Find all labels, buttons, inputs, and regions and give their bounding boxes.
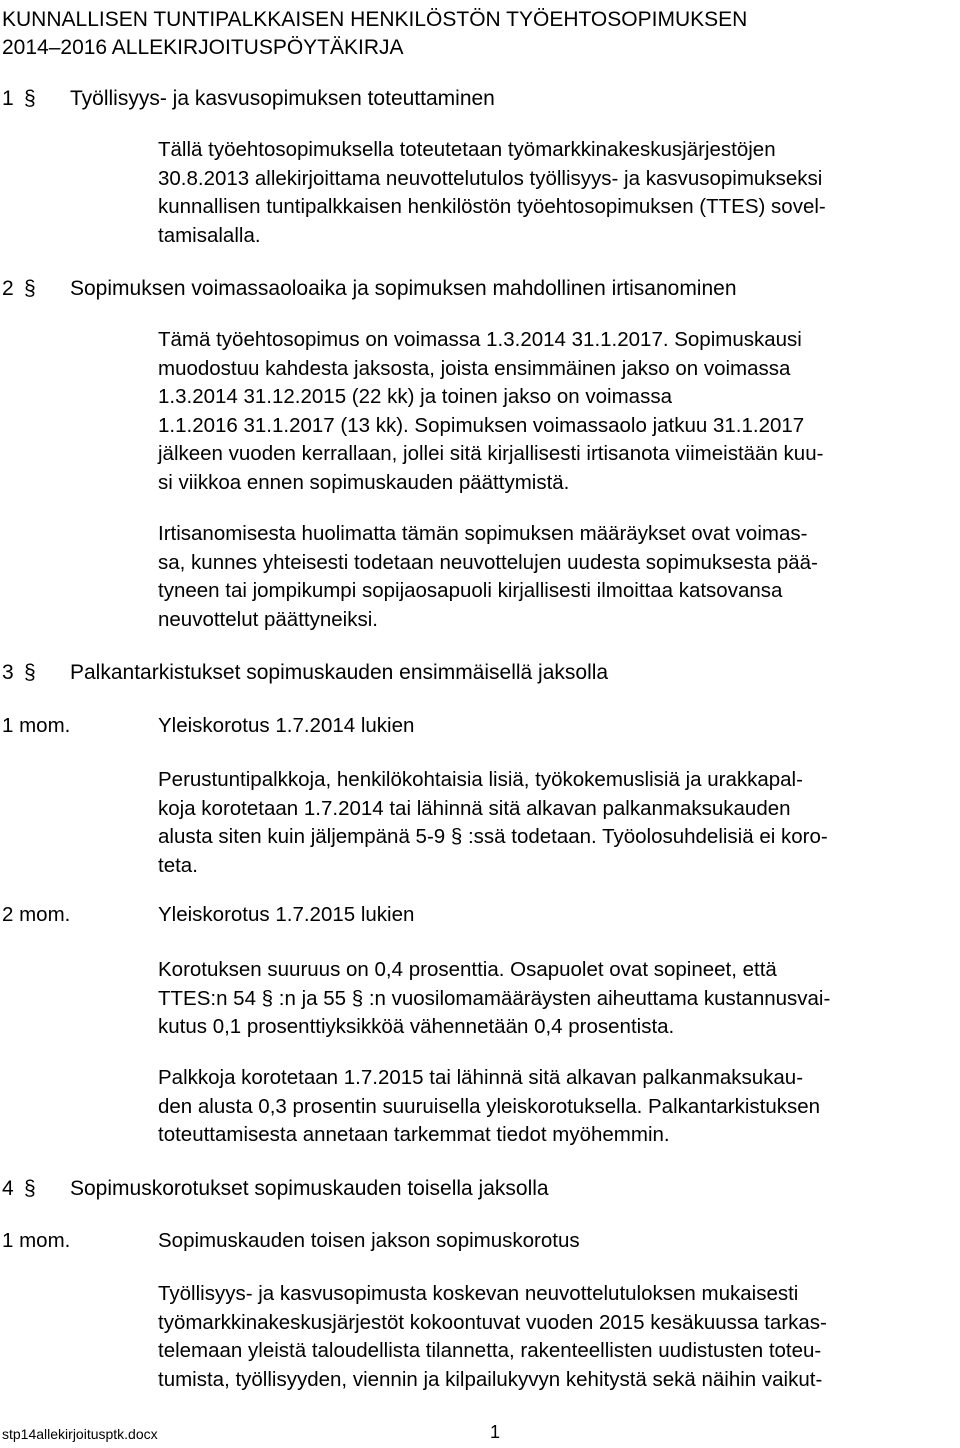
section-2-paragraph-2 — [158, 520, 958, 634]
moment-title: Sopimuskauden toisen jakson sopimuskorotus — [158, 1229, 580, 1252]
text-line: tamisalalla. — [158, 223, 261, 247]
section-3-moment-1-paragraph-1 — [158, 766, 958, 880]
section-4-moment-1-heading — [2, 1226, 580, 1256]
section-title: Palkantarkistukset sopimuskauden ensimmäisellä jaksolla — [70, 661, 609, 684]
text-line: Työllisyys- ja kasvusopimusta koskevan neuvottelutuloksen mukaisesti — [158, 1282, 799, 1305]
moment-title: Yleiskorotus 1.7.2014 lukien — [158, 714, 415, 737]
section-symbol: § — [24, 1177, 36, 1200]
moment-label: 1 mom. — [2, 1229, 71, 1252]
text-line: 1.3.2014 31.12.2015 (22 kk) ja toinen jakso on voimassa — [158, 385, 672, 409]
text-line: tyneen tai jompikumpi sopijaosapuoli kirjallisesti ilmoittaa katsovansa — [158, 579, 783, 603]
text-line: Tällä työehtosopimuksella toteutetaan työmarkkinakeskusjärjestöjen — [158, 138, 776, 161]
text-line: si viikkoa ennen sopimuskauden päättymistä. — [158, 470, 570, 494]
text-line: den alusta 0,3 prosentin suuruisella yleiskorotuksella. Palkantarkistuksen — [158, 1094, 821, 1118]
moment-label: 1 mom. — [2, 714, 71, 737]
text-line: telemaan yleistä taloudellista tilannetta, rakenteellisten uudistusten toteu- — [158, 1339, 822, 1363]
moment-title: Yleiskorotus 1.7.2015 lukien — [158, 903, 415, 926]
text-line: muodostuu kahdesta jaksosta, joista ensimmäinen jakso on voimassa — [158, 356, 791, 380]
section-title: Sopimuskorotukset sopimuskauden toisella jaksolla — [70, 1177, 549, 1200]
text-line: toteuttamisesta annetaan tarkemmat tiedot myöhemmin. — [158, 1123, 670, 1147]
text-line: työmarkkinakeskusjärjestöt kokoontuvat vuoden 2015 kesäkuussa tarkas- — [158, 1310, 827, 1334]
text-line: kunnallisen tuntipalkkaisen henkilöstön työehtosopimuksen (TTES) sovel- — [158, 195, 826, 219]
footer-filename: stp14allekirjoitusptk.docx — [2, 1426, 158, 1442]
section-4-moment-1-paragraph-1 — [158, 1280, 958, 1394]
text-line: 30.8.2013 allekirjoittama neuvottelutulos työllisyys- ja kasvusopimukseksi — [158, 166, 823, 190]
text-line: jälkeen vuoden kerrallaan, jollei sitä kirjallisesti irtisanota viimeistään kuu- — [158, 442, 824, 466]
section-title: Työllisyys- ja kasvusopimuksen toteuttaminen — [70, 87, 495, 110]
section-symbol: § — [24, 87, 36, 110]
section-number: 2 — [2, 277, 14, 300]
section-4-heading — [2, 1174, 549, 1204]
section-3-moment-2-paragraph-2 — [158, 1064, 958, 1150]
section-2-heading — [2, 274, 737, 304]
text-line: neuvottelut päättyneiksi. — [158, 607, 378, 631]
text-line: kutus 0,1 prosenttiyksikköä vähennetään 0,4 prosentista. — [158, 1015, 675, 1039]
section-symbol: § — [24, 277, 36, 300]
text-line: Tämä työehtosopimus on voimassa 1.3.2014 31.1.2017. Sopimuskausi — [158, 328, 802, 351]
section-symbol: § — [24, 661, 36, 684]
section-2-paragraph-1 — [158, 326, 958, 498]
section-1-heading — [2, 84, 495, 114]
section-3-moment-1-heading — [2, 711, 414, 741]
document-title-line-1: KUNNALLISEN TUNTIPALKKAISEN HENKILÖSTÖN TYÖEHTOSOPIMUKSEN — [2, 8, 748, 31]
text-line: Palkkoja korotetaan 1.7.2015 tai lähinnä sitä alkavan palkanmaksukau- — [158, 1066, 804, 1089]
section-number: 4 — [2, 1177, 14, 1200]
moment-label: 2 mom. — [2, 903, 71, 926]
text-line: 1.1.2016 31.1.2017 (13 kk). Sopimuksen voimassaolo jatkuu 31.1.2017 — [158, 413, 805, 437]
footer-page-number: 1 — [490, 1422, 501, 1442]
section-3-moment-2-paragraph-1 — [158, 956, 958, 1042]
section-number: 3 — [2, 661, 14, 684]
section-3-moment-2-heading — [2, 900, 414, 930]
text-line: Perustuntipalkkoja, henkilökohtaisia lisiä, työkokemuslisiä ja urakkapal- — [158, 768, 803, 791]
document-title — [2, 6, 747, 62]
text-line: alusta siten kuin jäljempänä 5-9 § :ssä todetaan. Työolosuhdelisiä ei koro- — [158, 825, 828, 849]
text-line: Irtisanomisesta huolimatta tämän sopimuksen määräykset ovat voimas- — [158, 522, 808, 545]
section-title: Sopimuksen voimassaoloaika ja sopimuksen mahdollinen irtisanominen — [70, 277, 737, 300]
section-number: 1 — [2, 87, 14, 110]
text-line: sa, kunnes yhteisesti todetaan neuvottelujen uudesta sopimuksesta pää- — [158, 550, 818, 574]
text-line: teta. — [158, 853, 198, 877]
section-1-paragraph-1 — [158, 136, 958, 250]
section-3-heading — [2, 658, 608, 688]
text-line: tumista, työllisyyden, viennin ja kilpailukyvyn kehitystä sekä näihin vaikut- — [158, 1367, 823, 1391]
text-line: koja korotetaan 1.7.2014 tai lähinnä sitä alkavan palkanmaksukauden — [158, 796, 791, 820]
document-title-line-2: 2014–2016 ALLEKIRJOITUSPÖYTÄKIRJA — [2, 36, 404, 59]
text-line: TTES:n 54 § :n ja 55 § :n vuosilomamääräysten aiheuttama kustannusvai- — [158, 986, 831, 1010]
text-line: Korotuksen suuruus on 0,4 prosenttia. Osapuolet ovat sopineet, että — [158, 958, 777, 981]
